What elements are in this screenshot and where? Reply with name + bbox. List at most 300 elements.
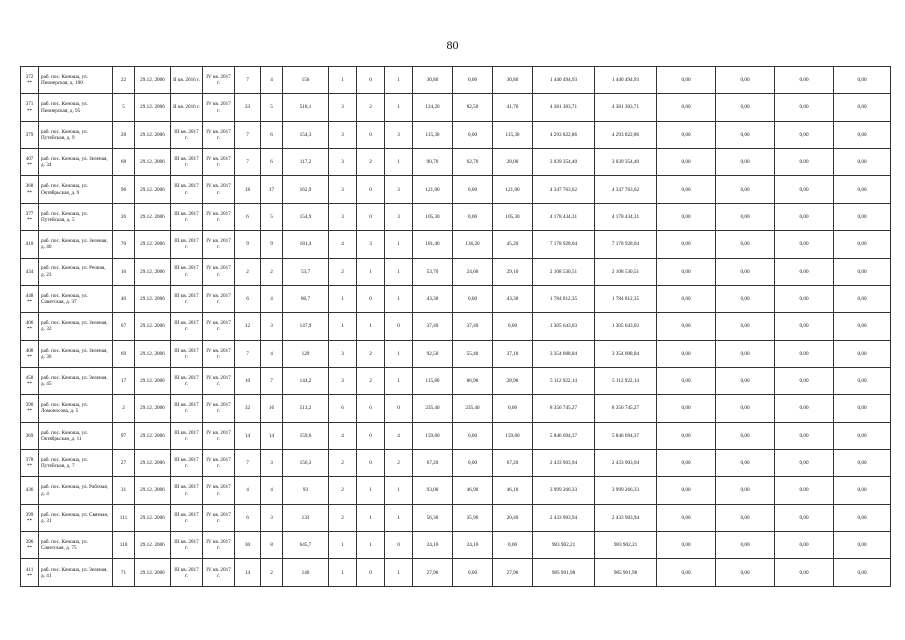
cell-rooms-total: 3 (329, 121, 357, 148)
cell-rooms-b: 0 (385, 532, 413, 559)
cell-area-a: 37,40 (453, 313, 493, 340)
cell-id (21, 94, 39, 121)
cell-number: 31 (113, 477, 135, 504)
cell-start-period: III кв. 2017 г. (171, 367, 203, 394)
cell-rooms-total: 2 (329, 504, 357, 531)
cell-zero-2: 0,00 (716, 94, 775, 121)
cell-area: 53,7 (283, 258, 329, 285)
cell-cost-total: 1 784 812,35 (533, 285, 595, 312)
cell-rooms-b: 1 (385, 285, 413, 312)
cell-zero-3: 0,00 (775, 94, 834, 121)
cell-rooms-a: 1 (357, 477, 385, 504)
cell-id (21, 231, 39, 258)
cell-zero-2: 0,00 (716, 395, 775, 422)
cell-zero-4: 0,00 (834, 450, 891, 477)
row-mark: ** (26, 463, 33, 470)
cell-area-total: 43,30 (413, 285, 453, 312)
cell-area-b: 45,20 (493, 231, 533, 258)
cell-zero-1: 0,00 (657, 149, 716, 176)
cell-area-b: 0,00 (493, 395, 533, 422)
cell-rooms-total: 2 (329, 450, 357, 477)
cell-residents: 9 (235, 231, 261, 258)
cell-rooms-a: 1 (357, 313, 385, 340)
cell-address: раб. пос. Коноша, ул. Путейская, д. 7 (39, 450, 113, 477)
cell-area-b: 37,10 (493, 340, 533, 367)
cell-number: 2 (113, 395, 135, 422)
cell-zero-2: 0,00 (716, 532, 775, 559)
cell-zero-3: 0,00 (775, 340, 834, 367)
cell-start-period: III кв. 2017 г. (171, 395, 203, 422)
row-id: 408 (25, 347, 34, 354)
cell-end-period: IV кв. 2017 г. (203, 559, 235, 587)
cell-zero-1: 0,00 (657, 504, 716, 531)
cell-rooms-a: 0 (357, 176, 385, 203)
cell-cost-total: 7 178 928,04 (533, 231, 595, 258)
cell-cost-total: 5 112 922,14 (533, 367, 595, 394)
cell-zero-3: 0,00 (775, 559, 834, 587)
table-row (21, 395, 891, 422)
cell-zero-1: 0,00 (657, 532, 716, 559)
cell-area-a: 0,00 (453, 559, 493, 587)
cell-zero-2: 0,00 (716, 504, 775, 531)
cell-zero-1: 0,00 (657, 121, 716, 148)
cell-area-total: 67,20 (413, 450, 453, 477)
table-row (21, 313, 891, 340)
cell-start-period: III кв. 2017 г. (171, 231, 203, 258)
cell-cost-fund: 3 354 008,84 (595, 340, 657, 367)
cell-area-a: 0,00 (453, 450, 493, 477)
cell-residents-relocated: 8 (261, 532, 283, 559)
cell-cost-fund: 5 846 694,37 (595, 422, 657, 449)
cell-area-b: 41,70 (493, 94, 533, 121)
cell-zero-4: 0,00 (834, 258, 891, 285)
cell-number: 28 (113, 121, 135, 148)
cell-zero-2: 0,00 (716, 367, 775, 394)
housing-table (20, 66, 891, 587)
cell-id (21, 203, 39, 230)
table-row (21, 94, 891, 121)
cell-area-total: 30,80 (413, 67, 453, 94)
cell-number: 5 (113, 94, 135, 121)
cell-cost-fund: 1 440 494,93 (595, 67, 657, 94)
cell-address: раб. пос. Коноша, ул. Путейская, д. 9 (39, 121, 113, 148)
cell-end-period: IV кв. 2017 г. (203, 176, 235, 203)
row-mark: ** (26, 408, 33, 415)
cell-area-b: 43,30 (493, 285, 533, 312)
cell-area-total: 235,40 (413, 395, 453, 422)
cell-rooms-b: 1 (385, 231, 413, 258)
cell-rooms-a: 2 (357, 149, 385, 176)
cell-zero-4: 0,00 (834, 67, 891, 94)
cell-zero-2: 0,00 (716, 313, 775, 340)
cell-date: 29.12. 2006 (135, 203, 171, 230)
cell-rooms-total: 4 (329, 231, 357, 258)
cell-zero-4: 0,00 (834, 422, 891, 449)
cell-zero-1: 0,00 (657, 559, 716, 587)
cell-zero-4: 0,00 (834, 395, 891, 422)
cell-start-period: III кв. 2017 г. (171, 559, 203, 587)
cell-zero-1: 0,00 (657, 67, 716, 94)
cell-area-a: 235,40 (453, 395, 493, 422)
cell-end-period: IV кв. 2017 г. (203, 313, 235, 340)
cell-cost-fund: 1 305 643,03 (595, 313, 657, 340)
cell-end-period: IV кв. 2017 г. (203, 450, 235, 477)
row-id: 410 (25, 241, 34, 248)
cell-address: раб. пос. Коноша, ул. Зеленая, д. 40 (39, 231, 113, 258)
cell-residents-relocated: 5 (261, 94, 283, 121)
row-id: 377 (25, 210, 34, 217)
cell-rooms-a: 0 (357, 285, 385, 312)
cell-rooms-a: 2 (357, 94, 385, 121)
table-row (21, 450, 891, 477)
cell-area: 645,7 (283, 532, 329, 559)
cell-end-period: IV кв. 2017 г. (203, 203, 235, 230)
cell-end-period: IV кв. 2017 г. (203, 94, 235, 121)
cell-id (21, 176, 39, 203)
cell-zero-2: 0,00 (716, 176, 775, 203)
cell-area: 129 (283, 340, 329, 367)
cell-id (21, 313, 39, 340)
cell-rooms-b: 4 (385, 422, 413, 449)
cell-zero-2: 0,00 (716, 340, 775, 367)
cell-id (21, 450, 39, 477)
table-row (21, 422, 891, 449)
cell-residents-relocated: 7 (261, 367, 283, 394)
cell-area-a: 0,00 (453, 285, 493, 312)
cell-zero-1: 0,00 (657, 477, 716, 504)
cell-residents-relocated: 16 (261, 395, 283, 422)
cell-area: 93 (283, 477, 329, 504)
cell-address: раб. пос. Коноша, ул. Зеленая, д. 36 (39, 340, 113, 367)
cell-address: раб. пос. Коноша, ул. Зеленая, д. 34 (39, 149, 113, 176)
cell-address: раб. пос. Коноша, ул. Пионерская, д. 95 (39, 94, 113, 121)
cell-start-period: III кв. 2017 г. (171, 532, 203, 559)
cell-zero-4: 0,00 (834, 149, 891, 176)
cell-residents: 4 (235, 477, 261, 504)
cell-end-period: IV кв. 2017 г. (203, 477, 235, 504)
row-id: 436 (25, 487, 34, 494)
cell-end-period: IV кв. 2017 г. (203, 532, 235, 559)
cell-rooms-b: 1 (385, 149, 413, 176)
cell-area-a: 0,00 (453, 203, 493, 230)
cell-zero-3: 0,00 (775, 504, 834, 531)
cell-cost-fund: 985 901,98 (595, 559, 657, 587)
cell-zero-4: 0,00 (834, 94, 891, 121)
cell-end-period: IV кв. 2017 г. (203, 340, 235, 367)
cell-zero-3: 0,00 (775, 203, 834, 230)
table-row (21, 176, 891, 203)
cell-rooms-total: 1 (329, 313, 357, 340)
cell-rooms-b: 1 (385, 559, 413, 587)
cell-date: 29.12. 2006 (135, 149, 171, 176)
cell-rooms-total: 3 (329, 94, 357, 121)
cell-cost-total: 3 039 354,40 (533, 149, 595, 176)
cell-rooms-a: 1 (357, 504, 385, 531)
cell-address: раб. пос. Коноша, ул. Зеленая, д. 41 (39, 559, 113, 587)
cell-cost-fund: 2 433 903,94 (595, 504, 657, 531)
cell-area-a: 35,90 (453, 504, 493, 531)
cell-rooms-a: 6 (357, 395, 385, 422)
cell-area: 133 (283, 504, 329, 531)
cell-address: раб. пос. Коноша, ул. Связная, д. 31 (39, 504, 113, 531)
cell-cost-fund: 983 902,21 (595, 532, 657, 559)
cell-start-period: III кв. 2017 г. (171, 258, 203, 285)
cell-address: раб. пос. Коноша, ул. Рабочая, д. 4 (39, 477, 113, 504)
cell-rooms-total: 2 (329, 477, 357, 504)
cell-end-period: IV кв. 2017 г. (203, 422, 235, 449)
cell-zero-2: 0,00 (716, 67, 775, 94)
cell-cost-total: 2 108 530,51 (533, 258, 595, 285)
cell-area-a: 136,20 (453, 231, 493, 258)
row-id: 411 (25, 566, 34, 573)
cell-rooms-b: 3 (385, 121, 413, 148)
page-number: 80 (446, 38, 459, 52)
cell-end-period: IV кв. 2017 г. (203, 367, 235, 394)
cell-residents-relocated: 2 (261, 258, 283, 285)
cell-area: 156,3 (283, 450, 329, 477)
row-id: 434 (25, 268, 34, 275)
cell-cost-total: 1 440 494,93 (533, 67, 595, 94)
cell-date: 29.12. 2006 (135, 67, 171, 94)
cell-rooms-total: 3 (329, 149, 357, 176)
cell-area: 86,7 (283, 285, 329, 312)
cell-area-b: 29,10 (493, 258, 533, 285)
cell-number: 70 (113, 231, 135, 258)
table-row (21, 149, 891, 176)
cell-zero-3: 0,00 (775, 258, 834, 285)
cell-cost-total: 4 293 822,86 (533, 121, 595, 148)
cell-area-total: 27,90 (413, 559, 453, 587)
cell-cost-fund: 1 784 812,35 (595, 285, 657, 312)
cell-address: раб. пос. Коноша, ул. Октябрьская, д. 11 (39, 422, 113, 449)
cell-residents: 18 (235, 176, 261, 203)
cell-cost-fund: 5 112 922,14 (595, 367, 657, 394)
cell-number: 40 (113, 285, 135, 312)
cell-area: 154,9 (283, 203, 329, 230)
cell-residents: 7 (235, 450, 261, 477)
cell-area-total: 37,40 (413, 313, 453, 340)
cell-start-period: III кв. 2017 г. (171, 340, 203, 367)
row-mark: ** (26, 216, 33, 223)
cell-zero-4: 0,00 (834, 231, 891, 258)
cell-rooms-a: 0 (357, 67, 385, 94)
cell-area-a: 24,10 (453, 532, 493, 559)
cell-area-a: 0,00 (453, 121, 493, 148)
cell-number: 67 (113, 313, 135, 340)
cell-date: 29.12. 2006 (135, 450, 171, 477)
cell-zero-3: 0,00 (775, 450, 834, 477)
cell-number: 17 (113, 367, 135, 394)
cell-id (21, 340, 39, 367)
cell-cost-total: 2 433 903,94 (533, 450, 595, 477)
cell-id (21, 67, 39, 94)
row-mark: ** (26, 353, 33, 360)
cell-number: 16 (113, 258, 135, 285)
cell-area: 144,2 (283, 367, 329, 394)
cell-area: 518,1 (283, 94, 329, 121)
cell-rooms-b: 0 (385, 313, 413, 340)
cell-end-period: IV кв. 2017 г. (203, 231, 235, 258)
row-mark: ** (26, 572, 33, 579)
cell-number: 71 (113, 559, 135, 587)
cell-cost-total: 4 347 763,62 (533, 176, 595, 203)
cell-zero-1: 0,00 (657, 94, 716, 121)
cell-address: раб. пос. Коноша, ул. Ломоносова, д. 5 (39, 395, 113, 422)
row-id: 407 (25, 156, 34, 163)
cell-residents-relocated: 4 (261, 67, 283, 94)
cell-zero-3: 0,00 (775, 313, 834, 340)
cell-end-period: IV кв. 2017 г. (203, 395, 235, 422)
cell-zero-4: 0,00 (834, 313, 891, 340)
cell-area-a: 62,70 (453, 149, 493, 176)
cell-residents-relocated: 17 (261, 176, 283, 203)
cell-date: 29.12. 2006 (135, 340, 171, 367)
cell-zero-4: 0,00 (834, 559, 891, 587)
cell-rooms-a: 2 (357, 367, 385, 394)
table-row (21, 340, 891, 367)
cell-date: 29.12. 2006 (135, 176, 171, 203)
cell-id (21, 422, 39, 449)
cell-id (21, 258, 39, 285)
row-mark: ** (26, 299, 33, 306)
cell-residents: 6 (235, 203, 261, 230)
cell-start-period: III кв. 2017 г. (171, 121, 203, 148)
cell-rooms-a: 1 (357, 258, 385, 285)
cell-zero-4: 0,00 (834, 477, 891, 504)
cell-area-b: 27,90 (493, 559, 533, 587)
cell-residents: 30 (235, 532, 261, 559)
row-id: 396 (25, 539, 34, 546)
cell-cost-total: 3 354 008,84 (533, 340, 595, 367)
cell-address: раб. пос. Коноша, ул. Советская, д. 75 (39, 532, 113, 559)
cell-zero-4: 0,00 (834, 340, 891, 367)
cell-cost-total: 1 305 643,03 (533, 313, 595, 340)
cell-start-period: III кв. 2017 г. (171, 450, 203, 477)
cell-date: 29.12. 2006 (135, 504, 171, 531)
cell-zero-4: 0,00 (834, 203, 891, 230)
cell-zero-2: 0,00 (716, 559, 775, 587)
cell-address: раб. пос. Коноша, ул. Советская, д. 37 (39, 285, 113, 312)
cell-area-total: 90,70 (413, 149, 453, 176)
cell-zero-2: 0,00 (716, 121, 775, 148)
cell-date: 29.12. 2006 (135, 559, 171, 587)
row-mark: ** (26, 80, 33, 87)
cell-area-total: 24,10 (413, 532, 453, 559)
cell-area-total: 115,80 (413, 367, 453, 394)
cell-date: 29.12. 2006 (135, 532, 171, 559)
cell-address: раб. пос. Коноша, ул. Зеленая, д. 45 (39, 367, 113, 394)
cell-residents: 7 (235, 149, 261, 176)
cell-id (21, 477, 39, 504)
cell-start-period: III кв. 2017 г. (171, 203, 203, 230)
cell-address: раб. пос. Коноша, ул. Речная, д. 23 (39, 258, 113, 285)
cell-start-period: II кв. 2016 г. (171, 67, 203, 94)
row-id: 368 (25, 183, 34, 190)
cell-cost-fund: 4 381 303,71 (595, 94, 657, 121)
cell-rooms-a: 0 (357, 203, 385, 230)
table-row (21, 231, 891, 258)
cell-residents-relocated: 3 (261, 450, 283, 477)
cell-start-period: III кв. 2017 г. (171, 422, 203, 449)
cell-residents-relocated: 6 (261, 149, 283, 176)
cell-rooms-b: 1 (385, 477, 413, 504)
cell-area-b: 115,30 (493, 121, 533, 148)
cell-cost-total: 983 902,21 (533, 532, 595, 559)
cell-date: 29.12. 2006 (135, 231, 171, 258)
cell-cost-total: 2 433 903,94 (533, 504, 595, 531)
cell-area-a: 46,90 (453, 477, 493, 504)
cell-zero-1: 0,00 (657, 258, 716, 285)
cell-rooms-total: 1 (329, 559, 357, 587)
cell-residents: 32 (235, 395, 261, 422)
row-id: 372 (25, 73, 34, 80)
cell-rooms-total: 3 (329, 340, 357, 367)
cell-cost-fund: 8 356 745,27 (595, 395, 657, 422)
cell-area-total: 53,70 (413, 258, 453, 285)
cell-rooms-b: 1 (385, 258, 413, 285)
cell-residents: 7 (235, 340, 261, 367)
cell-start-period: III кв. 2017 г. (171, 176, 203, 203)
cell-rooms-b: 2 (385, 450, 413, 477)
cell-cost-fund: 4 347 763,62 (595, 176, 657, 203)
cell-residents-relocated: 4 (261, 340, 283, 367)
cell-start-period: III кв. 2017 г. (171, 313, 203, 340)
cell-zero-3: 0,00 (775, 231, 834, 258)
cell-date: 29.12. 2006 (135, 285, 171, 312)
cell-number: 69 (113, 340, 135, 367)
cell-area: 162,9 (283, 176, 329, 203)
cell-area-b: 0,00 (493, 532, 533, 559)
table-row (21, 121, 891, 148)
cell-cost-fund: 4 293 822,86 (595, 121, 657, 148)
cell-rooms-a: 2 (357, 340, 385, 367)
cell-area-b: 0,00 (493, 313, 533, 340)
table-body (21, 67, 891, 587)
cell-residents: 7 (235, 121, 261, 148)
cell-cost-fund: 4 178 434,31 (595, 203, 657, 230)
cell-area: 154,3 (283, 121, 329, 148)
cell-cost-total: 8 356 745,27 (533, 395, 595, 422)
cell-rooms-b: 1 (385, 367, 413, 394)
cell-residents: 33 (235, 94, 261, 121)
cell-number: 22 (113, 67, 135, 94)
cell-zero-2: 0,00 (716, 258, 775, 285)
cell-zero-1: 0,00 (657, 176, 716, 203)
cell-area-b: 46,10 (493, 477, 533, 504)
cell-area: 150 (283, 67, 329, 94)
cell-zero-3: 0,00 (775, 149, 834, 176)
cell-address: раб. пос. Коноша, ул. Зеленая, д. 32 (39, 313, 113, 340)
cell-residents-relocated: 3 (261, 504, 283, 531)
table-row (21, 67, 891, 94)
row-id: 379 (25, 131, 34, 138)
cell-id (21, 532, 39, 559)
cell-address: раб. пос. Коноша, ул. Пионерская, д. 100 (39, 67, 113, 94)
cell-date: 29.12. 2006 (135, 121, 171, 148)
cell-zero-1: 0,00 (657, 203, 716, 230)
cell-zero-1: 0,00 (657, 340, 716, 367)
cell-address: раб. пос. Коноша, ул. Октябрьская, д. 9 (39, 176, 113, 203)
cell-area-b: 159,60 (493, 422, 533, 449)
cell-rooms-b: 3 (385, 176, 413, 203)
cell-zero-3: 0,00 (775, 285, 834, 312)
cell-id (21, 504, 39, 531)
cell-residents-relocated: 2 (261, 559, 283, 587)
cell-zero-2: 0,00 (716, 231, 775, 258)
cell-zero-3: 0,00 (775, 395, 834, 422)
cell-zero-2: 0,00 (716, 285, 775, 312)
cell-date: 29.12. 2006 (135, 477, 171, 504)
